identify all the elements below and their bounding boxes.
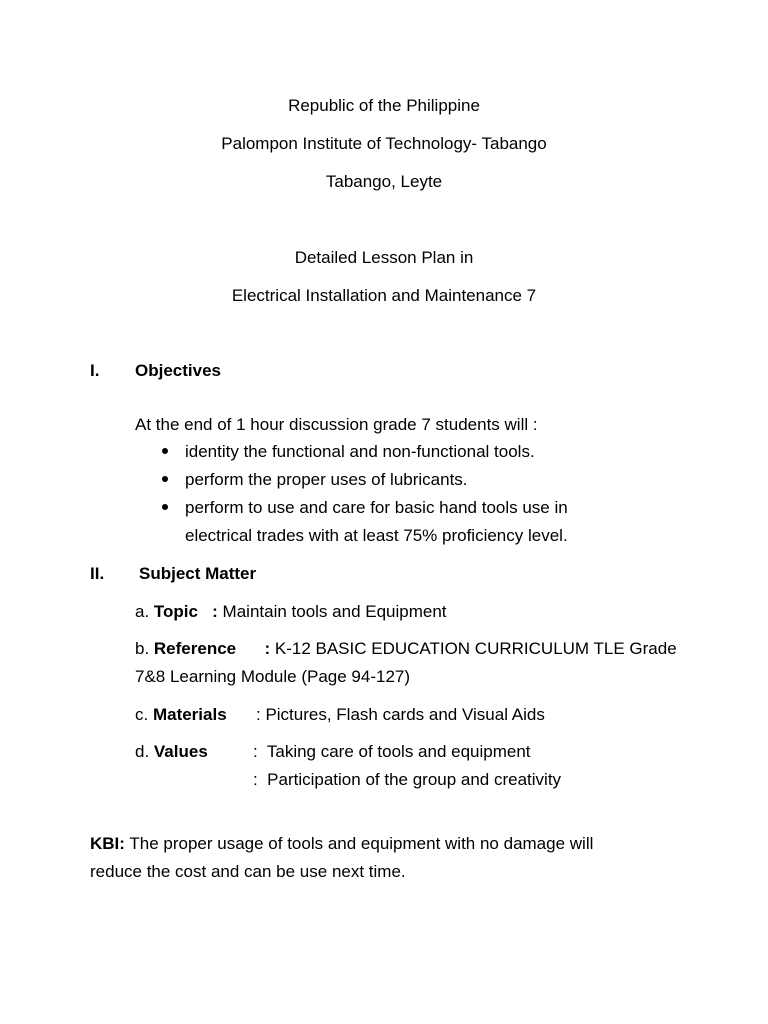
section-numeral-subject-matter: II. xyxy=(90,564,105,583)
objective-item: perform to use and care for basic hand tools use in xyxy=(185,498,568,517)
objectives-intro: At the end of 1 hour discussion grade 7 students will : xyxy=(135,415,538,434)
subject-values-label: d. Values xyxy=(135,742,208,761)
subject-topic: a. Topic : Maintain tools and Equipment xyxy=(135,602,447,621)
header-institute: Palompon Institute of Technology- Tabango xyxy=(221,134,547,153)
title-subject: Electrical Installation and Maintenance 7 xyxy=(231,286,537,305)
objective-item-continuation: electrical trades with at least 75% proficiency level. xyxy=(185,526,568,545)
subject-values-value: : Participation of the group and creativity xyxy=(253,770,562,789)
objective-item: identity the functional and non-functional tools. xyxy=(185,442,535,461)
section-heading-subject-matter: Subject Matter xyxy=(139,564,257,583)
objective-item: perform the proper uses of lubricants. xyxy=(185,470,468,489)
header-republic: Republic of the Philippine xyxy=(288,96,480,115)
subject-reference: b. Reference : K-12 BASIC EDUCATION CURRICULUM TLE Grade xyxy=(135,639,677,658)
kbi-statement-continuation: reduce the cost and can be use next time. xyxy=(90,862,406,881)
section-heading-objectives: Objectives xyxy=(135,361,221,380)
section-numeral-objectives: I. xyxy=(90,361,100,380)
header-location: Tabango, Leyte xyxy=(325,172,443,191)
bullet-icon xyxy=(162,448,168,454)
subject-reference-continuation: 7&8 Learning Module (Page 94-127) xyxy=(135,667,411,686)
bullet-icon xyxy=(162,504,168,510)
title-lesson-plan: Detailed Lesson Plan in xyxy=(294,248,474,267)
subject-values-value: : Taking care of tools and equipment xyxy=(253,742,531,761)
subject-materials-label: c. Materials xyxy=(135,705,227,724)
subject-materials-value: : Pictures, Flash cards and Visual Aids xyxy=(256,705,545,724)
kbi-statement: KBI: The proper usage of tools and equipment with no damage will xyxy=(90,834,594,853)
bullet-icon xyxy=(162,476,168,482)
